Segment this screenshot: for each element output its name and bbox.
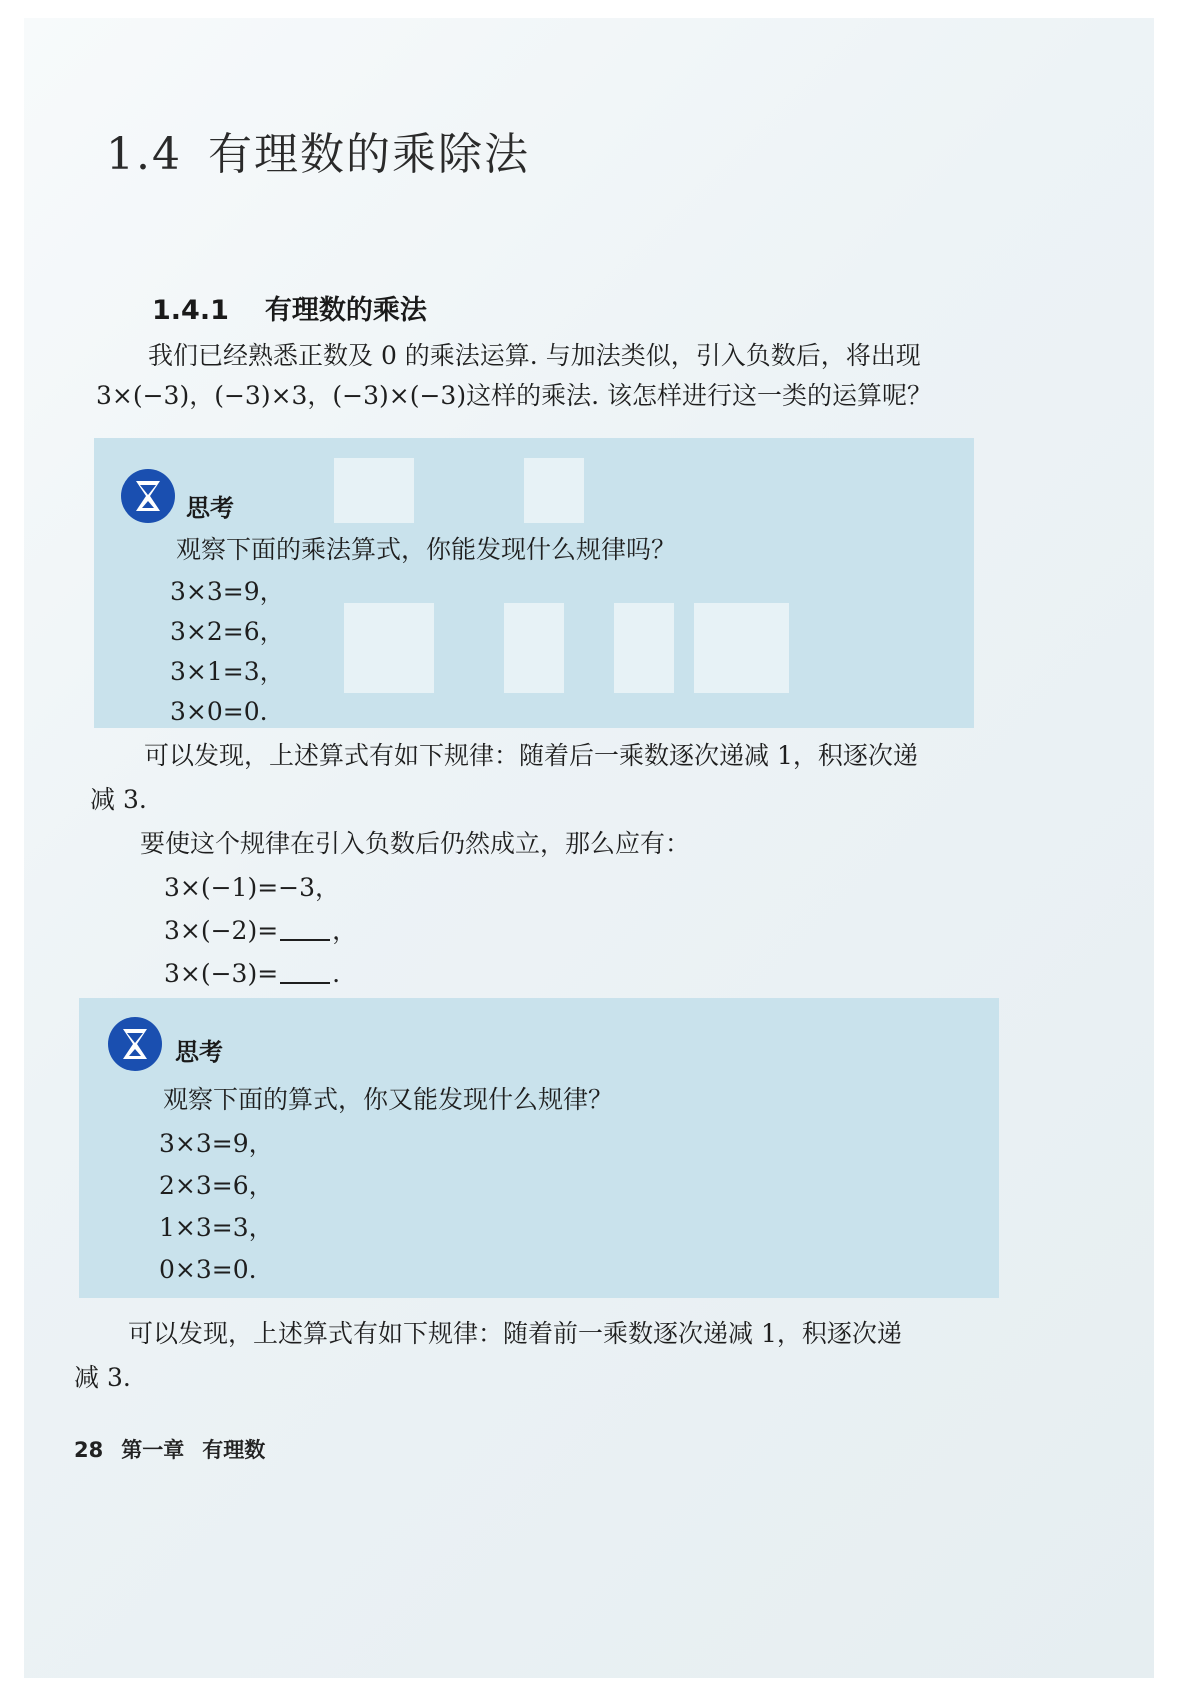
answer-blank-1[interactable] — [280, 913, 330, 941]
finding2-line-2: 减 3. — [74, 1363, 131, 1392]
hourglass-icon — [120, 468, 176, 524]
section-title — [106, 118, 530, 182]
finding1-line-2: 减 3. — [90, 785, 147, 814]
textbook-page — [24, 18, 1154, 1678]
requirement-equation-3 — [164, 954, 340, 994]
think1-equation-2: 3×2=6， — [170, 617, 285, 646]
think-box-1 — [94, 438, 974, 728]
think1-equation-4: 3×0=0. — [170, 697, 268, 726]
requirement-equation-2 — [164, 911, 357, 951]
equation-2-left: 3×(−2)= — [164, 916, 279, 945]
finding1-line-1: 可以发现，上述算式有如下规律：随着后一乘数逐次递减 1，积逐次递 — [144, 741, 918, 770]
subsection-number: 1.4.1 — [152, 295, 229, 326]
subsection-title-text: 有理数的乘法 — [264, 295, 427, 326]
think-title-2: 思考 — [175, 1038, 223, 1066]
page-number: 28 — [74, 1438, 104, 1462]
think1-equation-1: 3×3=9， — [170, 577, 285, 606]
requirement-text: 要使这个规律在引入负数后仍然成立，那么应有： — [140, 829, 691, 858]
equation-3-punct: . — [332, 959, 341, 988]
think1-equation-3: 3×1=3， — [170, 657, 285, 686]
think2-equation-3: 1×3=3， — [159, 1213, 274, 1242]
equation-2-punct: ， — [332, 916, 358, 945]
equation-3-left: 3×(−3)= — [164, 959, 279, 988]
chapter-label: 第一章 — [121, 1438, 185, 1462]
section-number: 1.4 — [106, 129, 182, 180]
chapter-title: 有理数 — [202, 1438, 266, 1462]
think2-equation-1: 3×3=9， — [159, 1129, 274, 1158]
think1-question: 观察下面的乘法算式，你能发现什么规律吗？ — [176, 535, 677, 564]
requirement-equation-1: 3×(−1)=−3， — [164, 873, 341, 902]
think-box-2 — [79, 998, 999, 1298]
intro-line-2: 3×(−3)，(−3)×3，(−3)×(−3)这样的乘法. 该怎样进行这一类的运算呢？ — [96, 381, 932, 410]
think2-equation-4: 0×3=0. — [159, 1255, 257, 1284]
finding2-line-1: 可以发现，上述算式有如下规律：随着前一乘数逐次递减 1，积逐次递 — [128, 1319, 902, 1348]
hourglass-icon — [107, 1016, 163, 1072]
section-title-text: 有理数的乘除法 — [207, 129, 530, 180]
answer-blank-2[interactable] — [280, 956, 330, 984]
subsection-title — [152, 288, 427, 327]
think-title-1: 思考 — [186, 494, 234, 522]
page-footer — [74, 1434, 283, 1464]
think2-question: 观察下面的算式，你又能发现什么规律？ — [163, 1085, 614, 1114]
think2-equation-2: 2×3=6， — [159, 1171, 274, 1200]
intro-line-1: 我们已经熟悉正数及 0 的乘法运算. 与加法类似，引入负数后，将出现 — [148, 341, 921, 370]
